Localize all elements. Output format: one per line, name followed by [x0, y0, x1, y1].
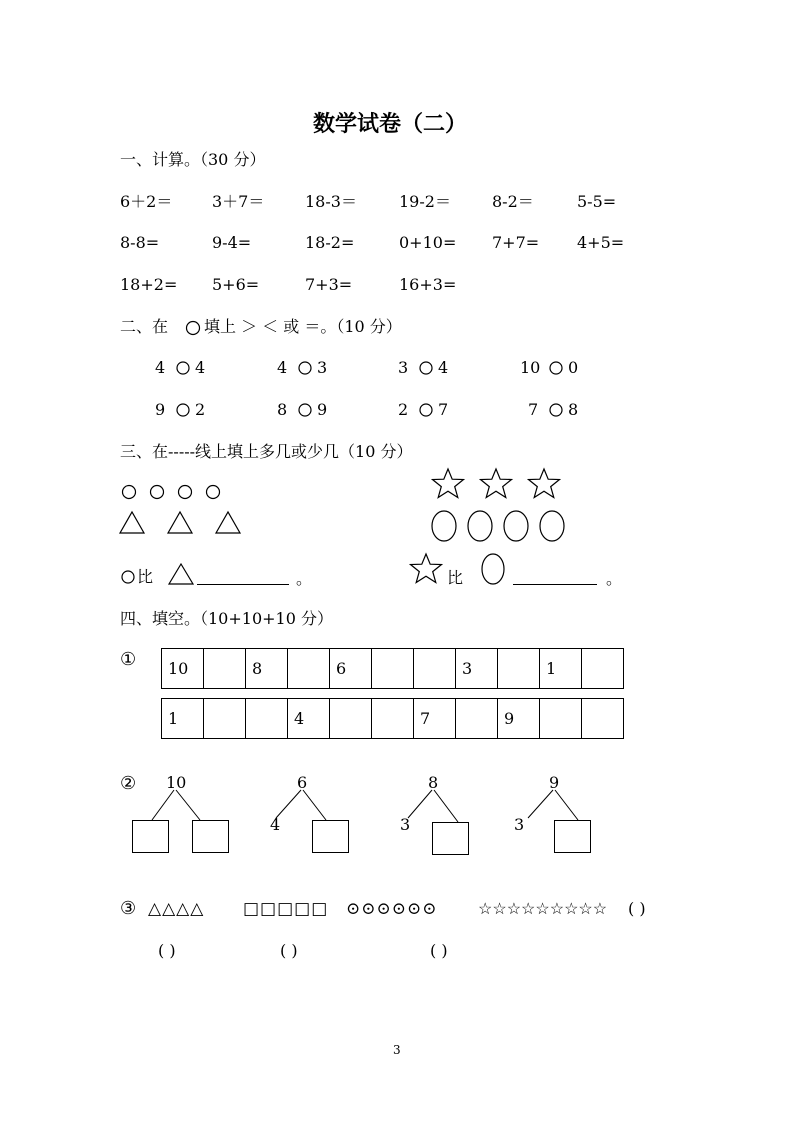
- bond-line: [176, 790, 200, 820]
- sequence-cell[interactable]: 9: [498, 699, 540, 739]
- compare-right-number: 3: [317, 358, 328, 377]
- page-title: 数学试卷（二）: [313, 111, 468, 137]
- compare-right-number: 8: [568, 400, 579, 419]
- question-1-label: ①: [120, 649, 137, 670]
- triangles-group: △△△△: [148, 899, 205, 919]
- bond-right-box[interactable]: [312, 820, 349, 853]
- bond-top-number: 9: [549, 773, 560, 792]
- bond-top-number: 10: [166, 773, 187, 792]
- calc-problem: 18-3＝: [305, 192, 357, 211]
- bond-line: [303, 790, 326, 820]
- bond-left-number: 3: [400, 815, 411, 834]
- compare-right-number: 4: [195, 358, 206, 377]
- calc-problem: 16+3=: [399, 275, 457, 294]
- section-4-heading: 四、填空。（10+10+10 分）: [120, 609, 333, 628]
- sequence-cell[interactable]: 8: [246, 649, 288, 689]
- sequence-cell[interactable]: 10: [162, 649, 204, 689]
- sequence-cell[interactable]: 7: [414, 699, 456, 739]
- stars-group: ☆☆☆☆☆☆☆☆☆: [478, 899, 608, 918]
- answer-paren-circles[interactable]: ( ): [430, 941, 448, 960]
- bond-right-box[interactable]: [192, 820, 229, 853]
- bond-right-box[interactable]: [432, 822, 469, 855]
- compare-left-number: 7: [528, 400, 539, 419]
- sequence-cell[interactable]: 3: [456, 649, 498, 689]
- calc-problem: 3＋7＝: [212, 192, 265, 211]
- calc-problem: 5+6=: [212, 275, 260, 294]
- answer-paren-stars[interactable]: ( ): [628, 899, 646, 918]
- section-2-heading-prefix: 二、在: [120, 317, 169, 336]
- sequence-cell[interactable]: 1: [540, 649, 582, 689]
- section-2-heading: 填上 ＞ ＜ 或 ＝。（10 分）: [204, 317, 402, 336]
- calc-problem: 9-4=: [212, 233, 252, 252]
- compare-left-number: 4: [277, 358, 288, 377]
- bond-line: [152, 790, 174, 820]
- compare-right-number: 9: [317, 400, 328, 419]
- bond-left-box[interactable]: [132, 820, 169, 853]
- answer-paren-squares[interactable]: ( ): [280, 941, 298, 960]
- section-3-heading: 三、在-----线上填上多几或少几（10 分）: [120, 442, 413, 461]
- compare-left-number: 9: [155, 400, 166, 419]
- calc-problem: 0+10=: [399, 233, 457, 252]
- compare-left-number: 3: [398, 358, 409, 377]
- bond-line: [276, 790, 301, 818]
- calc-problem: 19-2＝: [399, 192, 451, 211]
- page-number: 3: [393, 1043, 401, 1057]
- bond-line: [434, 790, 458, 822]
- bond-top-number: 8: [428, 773, 439, 792]
- compare-left-number: 10: [520, 358, 541, 377]
- period: 。: [296, 569, 313, 588]
- squares-group: □□□□□: [243, 899, 329, 919]
- calc-problem: 6＋2＝: [120, 192, 173, 211]
- compare-word: 比: [137, 567, 154, 586]
- question-2-label: ②: [120, 773, 137, 794]
- section-1-heading: 一、计算。（30 分）: [120, 150, 266, 169]
- compare-right-number: 4: [438, 358, 449, 377]
- bond-line: [408, 790, 432, 818]
- compare-right-number: 2: [195, 400, 206, 419]
- sequence-cell[interactable]: 4: [288, 699, 330, 739]
- bond-line: [555, 790, 578, 820]
- bond-right-box[interactable]: [554, 820, 591, 853]
- calc-problem: 8-8=: [120, 233, 160, 252]
- period: 。: [606, 569, 623, 588]
- calc-problem: 7+3=: [305, 275, 353, 294]
- bond-top-number: 6: [297, 773, 308, 792]
- compare-right-number: 0: [568, 358, 579, 377]
- compare-left-number: 4: [155, 358, 166, 377]
- bond-left-number: 4: [270, 815, 281, 834]
- calc-problem: 7+7=: [492, 233, 540, 252]
- calc-problem: 4+5=: [577, 233, 625, 252]
- compare-word: 比: [447, 568, 464, 587]
- answer-paren-triangles[interactable]: ( ): [158, 941, 176, 960]
- compare-right-number: 7: [438, 400, 449, 419]
- calc-problem: 18-2=: [305, 233, 355, 252]
- bond-left-number: 3: [514, 815, 525, 834]
- sequence-cell[interactable]: 1: [162, 699, 204, 739]
- compare-left-number: 8: [277, 400, 288, 419]
- compare-left-number: 2: [398, 400, 409, 419]
- calc-problem: 5-5=: [577, 192, 617, 211]
- question-3-label: ③: [120, 898, 137, 919]
- circles-group: ⊙⊙⊙⊙⊙⊙: [346, 899, 438, 919]
- bond-line: [528, 790, 553, 818]
- calc-problem: 8-2＝: [492, 192, 534, 211]
- sequence-cell[interactable]: 6: [330, 649, 372, 689]
- calc-problem: 18+2=: [120, 275, 178, 294]
